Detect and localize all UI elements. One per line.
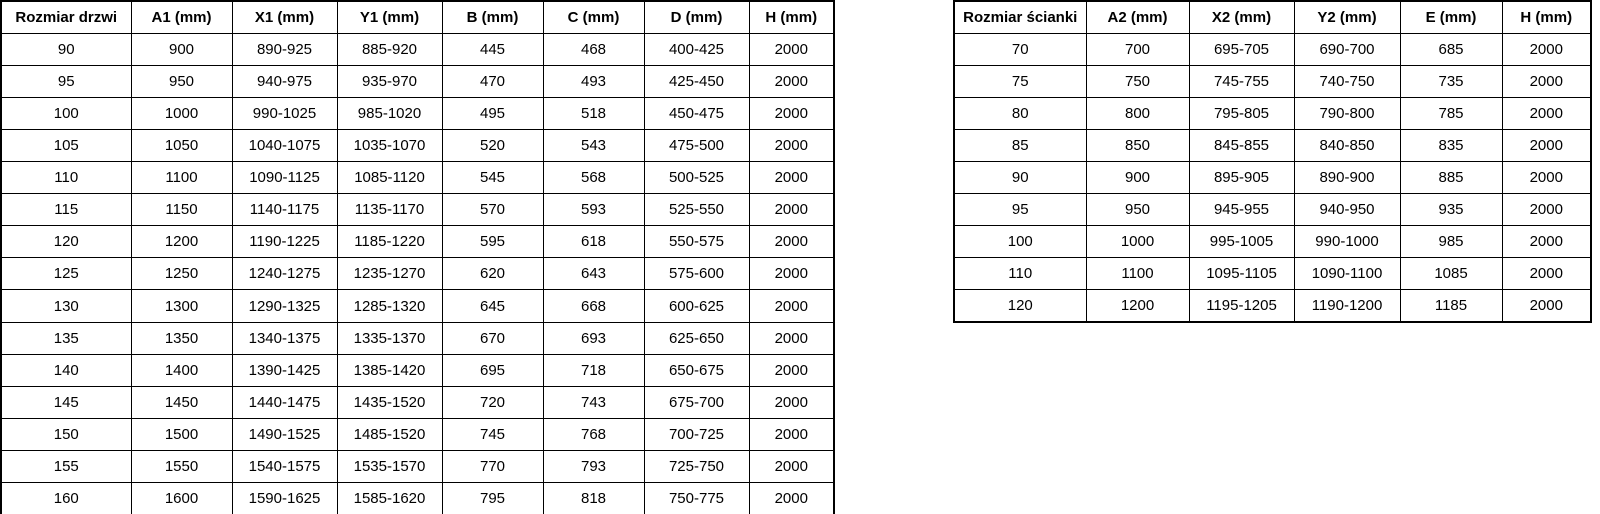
table-cell: 900 <box>1086 161 1189 193</box>
table-cell: 140 <box>1 354 131 386</box>
table-cell: 1195-1205 <box>1189 290 1294 322</box>
table-cell: 743 <box>543 386 644 418</box>
table-cell: 75 <box>954 65 1086 97</box>
table-row <box>954 290 1591 322</box>
table-cell: 1200 <box>1086 290 1189 322</box>
table-cell: 90 <box>954 161 1086 193</box>
table-cell: 130 <box>1 290 131 322</box>
table-cell: 475-500 <box>644 129 749 161</box>
table-cell: 1400 <box>131 354 232 386</box>
table-cell: 1335-1370 <box>337 322 442 354</box>
table-cell: 2000 <box>749 386 834 418</box>
table-cell: 543 <box>543 129 644 161</box>
table-cell: 795-805 <box>1189 97 1294 129</box>
table-cell: 160 <box>1 483 131 514</box>
table-cell: 740-750 <box>1294 65 1400 97</box>
table-cell: 2000 <box>1502 161 1591 193</box>
table-cell: 1050 <box>131 129 232 161</box>
table-cell: 990-1025 <box>232 97 337 129</box>
table-cell: 575-600 <box>644 258 749 290</box>
table-cell: 793 <box>543 451 644 483</box>
table-row <box>1 162 834 194</box>
table-cell: 520 <box>442 129 543 161</box>
table-cell: 100 <box>1 97 131 129</box>
table-cell: 750-775 <box>644 483 749 514</box>
table-cell: 120 <box>1 226 131 258</box>
header-row <box>954 1 1591 33</box>
header-cell: X2 (mm) <box>1189 1 1294 33</box>
table-row <box>1 386 834 418</box>
table-cell: 155 <box>1 451 131 483</box>
header-cell: A1 (mm) <box>131 1 232 33</box>
table-cell: 785 <box>1400 97 1502 129</box>
table-row <box>1 451 834 483</box>
table-cell: 450-475 <box>644 97 749 129</box>
table-cell: 1090-1125 <box>232 162 337 194</box>
table-cell: 593 <box>543 194 644 226</box>
table-cell: 105 <box>1 129 131 161</box>
table-cell: 1385-1420 <box>337 354 442 386</box>
table-cell: 2000 <box>1502 194 1591 226</box>
table-cell: 890-925 <box>232 33 337 65</box>
table-cell: 890-900 <box>1294 161 1400 193</box>
table-cell: 2000 <box>749 226 834 258</box>
table-cell: 643 <box>543 258 644 290</box>
table-row <box>1 290 834 322</box>
table-cell: 725-750 <box>644 451 749 483</box>
table-cell: 2000 <box>1502 97 1591 129</box>
table-cell: 685 <box>1400 33 1502 65</box>
table-cell: 2000 <box>1502 65 1591 97</box>
table-cell: 568 <box>543 162 644 194</box>
table-cell: 800 <box>1086 97 1189 129</box>
table-cell: 1340-1375 <box>232 322 337 354</box>
table-cell: 1600 <box>131 483 232 514</box>
table-cell: 1100 <box>131 162 232 194</box>
table-cell: 1085 <box>1400 258 1502 290</box>
table-cell: 600-625 <box>644 290 749 322</box>
table-cell: 900 <box>131 33 232 65</box>
table-cell: 1135-1170 <box>337 194 442 226</box>
table-cell: 690-700 <box>1294 33 1400 65</box>
header-cell: Y2 (mm) <box>1294 1 1400 33</box>
table-cell: 735 <box>1400 65 1502 97</box>
table-cell: 70 <box>954 33 1086 65</box>
table-cell: 700-725 <box>644 418 749 450</box>
table-row <box>1 354 834 386</box>
table-cell: 840-850 <box>1294 129 1400 161</box>
table-cell: 2000 <box>1502 226 1591 258</box>
table-cell: 718 <box>543 354 644 386</box>
table-cell: 2000 <box>749 451 834 483</box>
table-cell: 2000 <box>749 65 834 97</box>
table-row <box>954 161 1591 193</box>
table-cell: 695 <box>442 354 543 386</box>
table-cell: 845-855 <box>1189 129 1294 161</box>
wall-panel-sizes-table <box>953 0 1592 323</box>
table-row <box>954 33 1591 65</box>
table-cell: 618 <box>543 226 644 258</box>
table-cell: 95 <box>1 65 131 97</box>
table-cell: 2000 <box>749 290 834 322</box>
table-row <box>1 97 834 129</box>
table-cell: 990-1000 <box>1294 226 1400 258</box>
table-cell: 985 <box>1400 226 1502 258</box>
table-cell: 2000 <box>749 194 834 226</box>
table-cell: 1500 <box>131 418 232 450</box>
table-cell: 1000 <box>1086 226 1189 258</box>
table-row <box>954 97 1591 129</box>
table-cell: 1550 <box>131 451 232 483</box>
table-cell: 668 <box>543 290 644 322</box>
table-cell: 1350 <box>131 322 232 354</box>
table-cell: 950 <box>1086 194 1189 226</box>
table-row <box>1 65 834 97</box>
table-cell: 2000 <box>749 483 834 514</box>
table-cell: 835 <box>1400 129 1502 161</box>
table-cell: 790-800 <box>1294 97 1400 129</box>
table-cell: 468 <box>543 33 644 65</box>
table-cell: 110 <box>1 162 131 194</box>
table-row <box>1 129 834 161</box>
table-cell: 90 <box>1 33 131 65</box>
table-cell: 720 <box>442 386 543 418</box>
header-cell: E (mm) <box>1400 1 1502 33</box>
table-cell: 150 <box>1 418 131 450</box>
table-cell: 545 <box>442 162 543 194</box>
table-cell: 1535-1570 <box>337 451 442 483</box>
table-cell: 1140-1175 <box>232 194 337 226</box>
table-cell: 1250 <box>131 258 232 290</box>
table-cell: 85 <box>954 129 1086 161</box>
table-cell: 525-550 <box>644 194 749 226</box>
table-cell: 1285-1320 <box>337 290 442 322</box>
table-cell: 1435-1520 <box>337 386 442 418</box>
table-row <box>1 226 834 258</box>
header-cell: C (mm) <box>543 1 644 33</box>
table-cell: 1085-1120 <box>337 162 442 194</box>
table-cell: 1190-1225 <box>232 226 337 258</box>
table-row <box>954 129 1591 161</box>
table-cell: 2000 <box>1502 258 1591 290</box>
table-cell: 95 <box>954 194 1086 226</box>
table-cell: 1540-1575 <box>232 451 337 483</box>
table-cell: 850 <box>1086 129 1189 161</box>
table-cell: 1390-1425 <box>232 354 337 386</box>
table-cell: 995-1005 <box>1189 226 1294 258</box>
table-cell: 1185 <box>1400 290 1502 322</box>
table-cell: 100 <box>954 226 1086 258</box>
table-cell: 2000 <box>749 97 834 129</box>
table-row <box>1 194 834 226</box>
table-row <box>954 194 1591 226</box>
header-row <box>1 1 834 33</box>
table-cell: 1000 <box>131 97 232 129</box>
table-cell: 625-650 <box>644 322 749 354</box>
table-cell: 110 <box>954 258 1086 290</box>
table-cell: 675-700 <box>644 386 749 418</box>
table-row <box>954 226 1591 258</box>
table-cell: 895-905 <box>1189 161 1294 193</box>
table-cell: 1090-1100 <box>1294 258 1400 290</box>
table-cell: 125 <box>1 258 131 290</box>
table-cell: 693 <box>543 322 644 354</box>
table-cell: 425-450 <box>644 65 749 97</box>
table-row <box>1 258 834 290</box>
table-cell: 745 <box>442 418 543 450</box>
table-row <box>1 322 834 354</box>
table-cell: 2000 <box>749 258 834 290</box>
table-cell: 695-705 <box>1189 33 1294 65</box>
table-cell: 768 <box>543 418 644 450</box>
table-cell: 2000 <box>1502 290 1591 322</box>
header-cell: D (mm) <box>644 1 749 33</box>
table-cell: 940-950 <box>1294 194 1400 226</box>
table-cell: 645 <box>442 290 543 322</box>
table-cell: 935-970 <box>337 65 442 97</box>
table-cell: 950 <box>131 65 232 97</box>
table-cell: 1485-1520 <box>337 418 442 450</box>
table-cell: 2000 <box>749 322 834 354</box>
table-cell: 595 <box>442 226 543 258</box>
table-cell: 620 <box>442 258 543 290</box>
header-cell: Rozmiar drzwi <box>1 1 131 33</box>
table-cell: 750 <box>1086 65 1189 97</box>
table-cell: 120 <box>954 290 1086 322</box>
table-row <box>954 65 1591 97</box>
table-cell: 745-755 <box>1189 65 1294 97</box>
header-cell: H (mm) <box>1502 1 1591 33</box>
table-cell: 445 <box>442 33 543 65</box>
table-cell: 1585-1620 <box>337 483 442 514</box>
table-cell: 2000 <box>1502 129 1591 161</box>
table-cell: 550-575 <box>644 226 749 258</box>
table-cell: 1300 <box>131 290 232 322</box>
table-cell: 2000 <box>749 162 834 194</box>
header-cell: Y1 (mm) <box>337 1 442 33</box>
table-cell: 2000 <box>1502 33 1591 65</box>
table-cell: 115 <box>1 194 131 226</box>
table-cell: 1240-1275 <box>232 258 337 290</box>
table-row <box>1 483 834 514</box>
table-row <box>954 258 1591 290</box>
table-cell: 700 <box>1086 33 1189 65</box>
table-cell: 1200 <box>131 226 232 258</box>
table-row <box>1 33 834 65</box>
table-cell: 1035-1070 <box>337 129 442 161</box>
table-cell: 1150 <box>131 194 232 226</box>
table-cell: 1490-1525 <box>232 418 337 450</box>
table-cell: 2000 <box>749 129 834 161</box>
table-cell: 80 <box>954 97 1086 129</box>
table-cell: 2000 <box>749 33 834 65</box>
header-cell: H (mm) <box>749 1 834 33</box>
header-cell: Rozmiar ścianki <box>954 1 1086 33</box>
table-cell: 1100 <box>1086 258 1189 290</box>
table-cell: 945-955 <box>1189 194 1294 226</box>
table-cell: 1590-1625 <box>232 483 337 514</box>
table-cell: 2000 <box>749 354 834 386</box>
table-cell: 470 <box>442 65 543 97</box>
table-cell: 670 <box>442 322 543 354</box>
table-cell: 818 <box>543 483 644 514</box>
table-cell: 985-1020 <box>337 97 442 129</box>
table-cell: 1040-1075 <box>232 129 337 161</box>
table-cell: 770 <box>442 451 543 483</box>
table-cell: 495 <box>442 97 543 129</box>
table-cell: 935 <box>1400 194 1502 226</box>
table-cell: 135 <box>1 322 131 354</box>
header-cell: A2 (mm) <box>1086 1 1189 33</box>
table-cell: 145 <box>1 386 131 418</box>
table-cell: 1450 <box>131 386 232 418</box>
table-cell: 650-675 <box>644 354 749 386</box>
table-cell: 1185-1220 <box>337 226 442 258</box>
table-cell: 885 <box>1400 161 1502 193</box>
table-cell: 1190-1200 <box>1294 290 1400 322</box>
table-cell: 795 <box>442 483 543 514</box>
table-cell: 518 <box>543 97 644 129</box>
table-cell: 940-975 <box>232 65 337 97</box>
table-cell: 570 <box>442 194 543 226</box>
table-row <box>1 418 834 450</box>
table-cell: 1095-1105 <box>1189 258 1294 290</box>
table-cell: 1440-1475 <box>232 386 337 418</box>
table-cell: 500-525 <box>644 162 749 194</box>
table-cell: 885-920 <box>337 33 442 65</box>
header-cell: B (mm) <box>442 1 543 33</box>
table-cell: 2000 <box>749 418 834 450</box>
table-cell: 400-425 <box>644 33 749 65</box>
header-cell: X1 (mm) <box>232 1 337 33</box>
table-cell: 1235-1270 <box>337 258 442 290</box>
table-cell: 1290-1325 <box>232 290 337 322</box>
table-cell: 493 <box>543 65 644 97</box>
